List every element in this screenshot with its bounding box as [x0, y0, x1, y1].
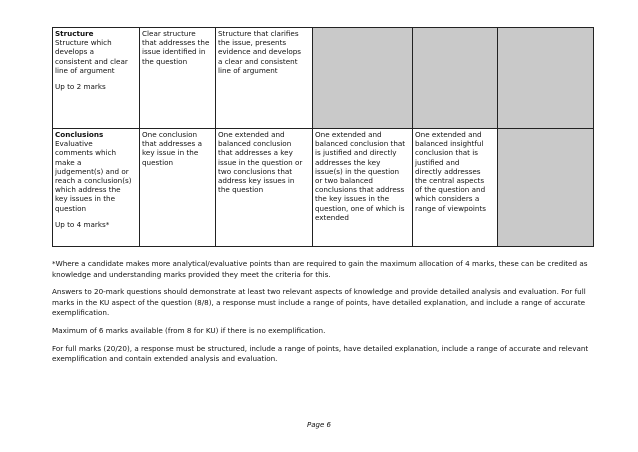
descriptor-line: balanced insightful — [415, 139, 484, 149]
descriptor-line: Structure that clarifies — [218, 29, 299, 38]
criterion-line: develops a — [55, 47, 95, 57]
descriptor-line: the question — [218, 185, 264, 195]
descriptor-line: One extended and — [415, 130, 482, 139]
shaded-cell — [313, 28, 413, 129]
descriptor-line: that addresses a — [142, 139, 202, 149]
descriptor-line: balanced conclusion — [218, 139, 292, 149]
descriptor-line: the issue, presents — [218, 38, 287, 48]
shaded-cell — [498, 129, 594, 247]
criterion-line: reach a conclusion(s) — [55, 176, 132, 186]
criterion-line: comments which — [55, 148, 117, 158]
criterion-line: which address the — [55, 185, 121, 195]
descriptor-line: the question — [142, 56, 188, 66]
criterion-line: Structure which — [55, 38, 112, 48]
marking-notes — [52, 259, 597, 372]
descriptor-line: range of viewpoints — [415, 203, 487, 213]
descriptor-line: which considers a — [415, 194, 480, 204]
descriptor-line: conclusions that address — [315, 185, 405, 195]
note-paragraph: For full marks (20/20), a response must be structured, include a range of points, have detailed explanation, include a range of accurate and relevant exemplification and contain extended analysis and evaluation. — [52, 343, 589, 364]
descriptor-line: question — [142, 157, 174, 167]
criterion-line: consistent and clear — [55, 56, 128, 66]
descriptor-line: balanced conclusion that — [315, 139, 406, 149]
descriptor-cell — [140, 28, 216, 129]
descriptor-line: of the question and — [415, 185, 486, 195]
descriptor-line: directly addresses — [415, 166, 481, 176]
descriptor-line: that addresses a key — [218, 148, 293, 158]
descriptor-line: justified and — [415, 157, 460, 167]
descriptor-line: or two balanced — [315, 176, 373, 186]
page-number: Page 6 — [307, 421, 331, 429]
descriptor-cell — [413, 129, 498, 247]
marks-label: Up to 4 marks* — [55, 219, 110, 229]
criterion-cell-conclusions — [53, 129, 140, 247]
marks-label: Up to 2 marks — [55, 82, 106, 92]
descriptor-line: the key issues in the — [315, 194, 390, 204]
descriptor-line: One extended and — [218, 130, 285, 139]
descriptor-line: conclusion that is — [415, 148, 479, 158]
descriptor-line: extended — [315, 212, 349, 222]
criterion-line: judgement(s) and or — [55, 166, 129, 176]
criterion-cell-structure — [53, 28, 140, 129]
descriptor-line: the central aspects — [415, 176, 485, 186]
descriptor-line: line of argument — [218, 65, 278, 75]
descriptor-line: Clear structure — [142, 29, 196, 38]
descriptor-line: One conclusion — [142, 130, 198, 139]
descriptor-line: that addresses the — [142, 38, 210, 48]
descriptor-line: a clear and consistent — [218, 56, 298, 66]
descriptor-line: two conclusions that — [218, 166, 293, 176]
descriptor-line: key issue in the — [142, 148, 199, 158]
descriptor-cell — [313, 129, 413, 247]
descriptor-cell — [216, 129, 313, 247]
criterion-line: key issues in the — [55, 194, 115, 204]
criterion-line: question — [55, 203, 87, 213]
descriptor-line: evidence and develops — [218, 47, 302, 57]
descriptor-line: One extended and — [315, 130, 382, 139]
descriptor-cell — [216, 28, 313, 129]
descriptor-line: issue identified in — [142, 47, 206, 57]
criterion-line: Evaluative — [55, 139, 93, 149]
rubric-row-structure — [53, 28, 594, 129]
note-paragraph: Answers to 20-mark questions should demonstrate at least two relevant aspects of knowledge and provide detailed analysis and evaluation. For full marks in the KU aspect of the question (8/8), a response must include a range of points, have detailed explanation, and include a range of accurate exemplification. — [52, 287, 586, 318]
descriptor-line: is justified and directly — [315, 148, 397, 158]
descriptor-line: question, one of which is — [315, 203, 405, 213]
note-paragraph: Maximum of 6 marks available (from 8 for KU) if there is no exemplification. — [52, 325, 326, 335]
criterion-title: Conclusions — [55, 130, 104, 139]
shaded-cell — [498, 28, 594, 129]
descriptor-line: addresses the key — [315, 157, 381, 167]
descriptor-line: issue in the question or — [218, 157, 303, 167]
criterion-line: line of argument — [55, 65, 115, 75]
criterion-line: make a — [55, 157, 82, 167]
shaded-cell — [413, 28, 498, 129]
criterion-title: Structure — [55, 29, 94, 38]
descriptor-line: issue(s) in the question — [315, 166, 400, 176]
rubric-row-conclusions — [53, 129, 594, 247]
descriptor-line: address key issues in — [218, 176, 295, 186]
note-paragraph: *Where a candidate makes more analytical/evaluative points than are required to gain the maximum allocation of 4 marks, these can be credited as knowledge and understanding marks provided they meet the criteria for this. — [52, 259, 588, 279]
marking-rubric-table — [52, 27, 594, 247]
descriptor-cell — [140, 129, 216, 247]
